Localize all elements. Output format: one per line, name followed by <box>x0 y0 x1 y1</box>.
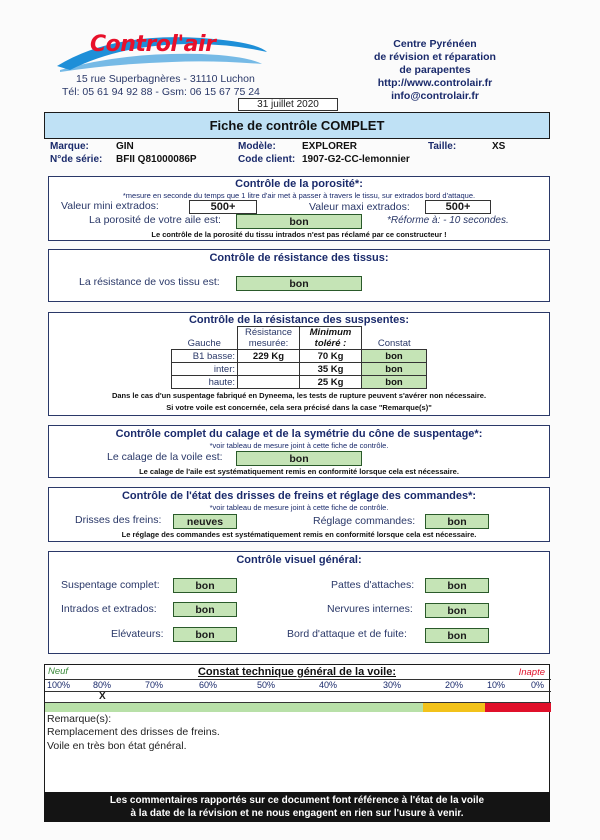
row-name: haute: <box>172 376 238 389</box>
porosity-result: bon <box>236 214 362 229</box>
bar-green <box>45 703 423 712</box>
fabric-title: Contrôle de résistance des tissus: <box>209 252 389 264</box>
visual-label: Pattes d'attaches: <box>331 579 415 591</box>
row-measured <box>238 363 300 376</box>
date-box: 31 juillet 2020 <box>238 98 338 111</box>
row-status: bon <box>362 363 427 376</box>
fabric-result: bon <box>236 276 362 291</box>
table-row <box>172 376 427 389</box>
model-label: Modèle: <box>238 141 276 152</box>
row-status: bon <box>362 376 427 389</box>
scale-label: 10% <box>487 680 506 690</box>
trim-label: Le calage de la voile est: <box>107 451 223 463</box>
row-min: 70 Kg <box>300 350 362 363</box>
footer-line1: Les commentaires rapportés sur ce document font référence à l'état de la voile <box>109 795 485 806</box>
footer-line2: à la date de la révision et ne nous engagent en rien sur l'usure à venir. <box>130 808 464 819</box>
company-line1: Centre Pyrénéen <box>393 38 477 50</box>
serial-label: N°de série: <box>50 154 103 165</box>
visual-label: Bord d'attaque et de fuite: <box>287 628 407 640</box>
visual-result: bon <box>173 602 237 617</box>
trim-note: *voir tableau de mesure joint à cette fiche de contrôle. <box>209 441 389 450</box>
marker-row <box>45 691 551 702</box>
porosity-max-label: Valeur maxi extrados: <box>309 201 410 213</box>
visual-section <box>48 551 550 654</box>
visual-result: bon <box>425 628 489 643</box>
row-name: inter: <box>172 363 238 376</box>
row-name: B1 basse: <box>172 350 238 363</box>
porosity-footnote: Le contrôle de la porosité du tissu intrados n'est pas réclamé par ce constructeur ! <box>151 230 447 239</box>
visual-result: bon <box>173 578 237 593</box>
scale-label: 100% <box>47 680 71 690</box>
row-measured: 229 Kg <box>238 350 300 363</box>
website-link[interactable]: http://www.controlair.fr <box>377 77 493 89</box>
trim-section <box>48 425 550 478</box>
scale-label: 40% <box>319 680 338 690</box>
scale-label: 60% <box>199 680 218 690</box>
bar-yellow <box>423 703 485 712</box>
brand-value: GIN <box>116 141 134 152</box>
scale-label: 20% <box>445 680 464 690</box>
company-block <box>340 38 530 103</box>
visual-result: bon <box>173 627 237 642</box>
col-measured: Résistance mesurée: <box>238 327 300 350</box>
size-label: Taille: <box>428 141 457 152</box>
porosity-max-value: 500+ <box>425 200 491 214</box>
col-left: Gauche <box>172 327 238 350</box>
company-line3: de parapentes <box>399 64 471 76</box>
model-value: EXPLORER <box>302 141 358 152</box>
fabric-section <box>48 249 550 302</box>
col-min: Minimum toléré : <box>300 327 362 350</box>
serial-value: BFII Q81000086P <box>116 154 197 165</box>
client-value: 1907-G2-CC-lemonnier <box>302 154 410 165</box>
title-bar <box>44 112 550 139</box>
remark-line: Voile en très bon état général. <box>47 740 187 752</box>
scale-label: 50% <box>257 680 276 690</box>
visual-label: Suspentage complet: <box>61 579 160 591</box>
controls-label: Réglage commandes: <box>313 515 416 527</box>
footer-banner <box>44 792 550 822</box>
scale-label: 80% <box>93 680 112 690</box>
row-measured <box>238 376 300 389</box>
brakes-footnote: Le réglage des commandes est systématiquement remis en conformité lorsque cela est nécessaire. <box>121 530 477 539</box>
visual-result: bon <box>425 603 489 618</box>
email-link[interactable]: info@controlair.fr <box>391 90 479 102</box>
brake-lines-result: neuves <box>173 514 237 529</box>
visual-title: Contrôle visuel général: <box>236 554 362 566</box>
bar-red <box>485 703 551 712</box>
visual-result: bon <box>425 578 489 593</box>
table-row <box>172 363 427 376</box>
visual-label: Intrados et extrados: <box>61 603 157 615</box>
scale-label: 30% <box>383 680 402 690</box>
porosity-note: *mesure en seconde du temps que 1 litre d'air met à passer à travers le tissu, sur extrados bord d'attaque. <box>122 191 476 200</box>
condition-bar <box>45 702 551 712</box>
lines-section <box>48 312 550 416</box>
lines-note2: Si votre voile est concernée, cela sera précisé dans la case "Remarque(s)" <box>166 403 432 412</box>
trim-title: Contrôle complet du calage et de la symétrie du cône de suspentage*: <box>115 428 483 440</box>
brand-label: Marque: <box>50 141 89 152</box>
unfit-label: Inapte <box>518 667 545 678</box>
visual-label: Elévateurs: <box>111 628 164 640</box>
lines-note1: Dans le cas d'un suspentage fabriqué en Dyneema, les tests de rupture peuvent s'avérer non nécessaire. <box>111 391 487 400</box>
lines-table <box>171 326 427 389</box>
brakes-section <box>48 487 550 542</box>
lines-title: Contrôle de la résistance des suspsentes: <box>188 314 410 326</box>
porosity-section <box>48 176 550 241</box>
trim-footnote: Le calage de l'aile est systématiquement remis en conformité lorsque cela est nécessaire. <box>139 467 459 476</box>
phones: Tél: 05 61 94 92 88 - Gsm: 06 15 67 75 24 <box>62 86 260 98</box>
porosity-result-label: La porosité de votre aile est: <box>89 214 221 226</box>
visual-label: Nervures internes: <box>327 603 413 615</box>
condition-marker: X <box>99 691 106 702</box>
brakes-title: Contrôle de l'état des drisses de freins et réglage des commandes*: <box>121 490 477 502</box>
general-title: Constat technique général de la voile: <box>197 666 397 678</box>
brakes-note: *voir tableau de mesure joint à cette fiche de contrôle. <box>209 503 389 512</box>
porosity-reform: *Réforme à: - 10 secondes. <box>387 215 509 226</box>
page-title: Fiche de contrôle COMPLET <box>209 118 385 133</box>
table-row <box>172 350 427 363</box>
company-line2: de révision et réparation <box>374 51 496 63</box>
address: 15 rue Superbagnères - 31110 Luchon <box>76 73 255 85</box>
col-status: Constat <box>362 327 427 350</box>
fabric-label: La résistance de vos tissu est: <box>79 276 220 288</box>
row-min: 35 Kg <box>300 363 362 376</box>
row-status: bon <box>362 350 427 363</box>
scale-labels <box>45 679 551 691</box>
logo-text: Control'air <box>90 32 216 57</box>
porosity-title: Contrôle de la porosité*: <box>235 178 363 190</box>
porosity-min-label: Valeur mini extrados: <box>61 200 159 212</box>
logo <box>52 30 272 78</box>
new-label: Neuf <box>48 666 69 677</box>
remark-line: Remplacement des drisses de freins. <box>47 726 220 738</box>
porosity-min-value: 500+ <box>189 200 257 214</box>
brake-lines-label: Drisses des freins: <box>75 514 162 526</box>
scale-label: 70% <box>145 680 164 690</box>
row-min: 25 Kg <box>300 376 362 389</box>
trim-result: bon <box>236 451 362 466</box>
controls-result: bon <box>425 514 489 529</box>
scale-label: 0% <box>531 680 545 690</box>
client-label: Code client: <box>238 154 296 165</box>
remarks-label: Remarque(s): <box>47 713 112 725</box>
size-value: XS <box>492 141 506 152</box>
